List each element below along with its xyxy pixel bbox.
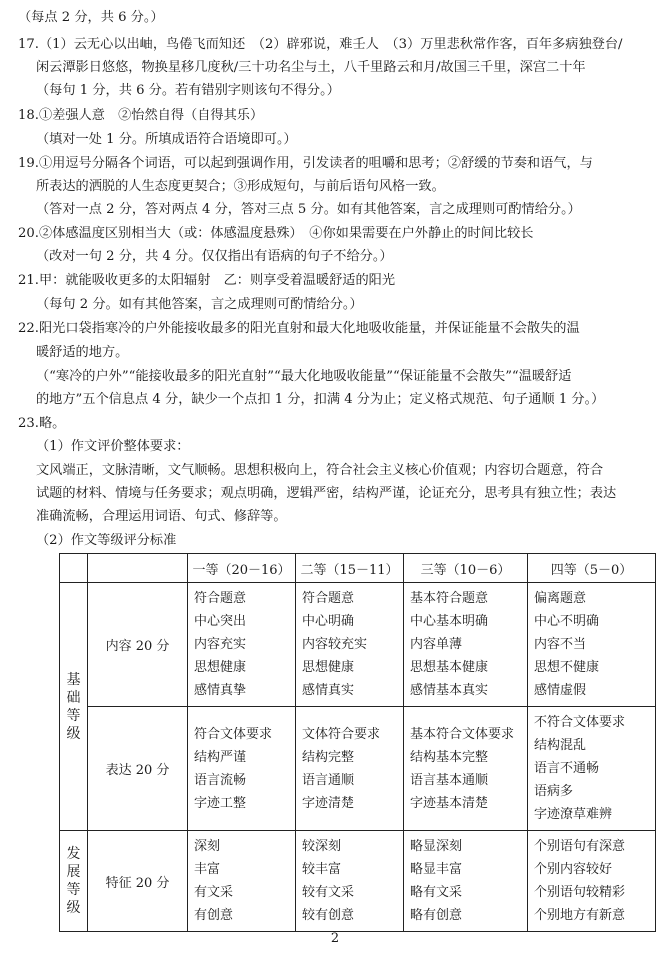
header-grade-4: 四等（5－0）: [528, 554, 656, 583]
header-grade-3: 三等（10－6）: [404, 554, 528, 583]
grading-table: [59, 553, 656, 932]
answer-20: 20.②体感温度区别相当大（或：体感温度悬殊） ④你如果需要在户外静止的时间比较长: [18, 226, 534, 241]
table-cell: 文体符合要求 结构完整 语言通顺 字迹清楚: [296, 707, 404, 831]
text-line: 文风端正，文脉清晰，文气顺畅。思想积极向上，符合社会主义核心价值观；内容切合题意，符合: [36, 463, 604, 478]
table-cell: 基本符合文体要求 结构基本完整 语言基本通顺 字迹基本清楚: [404, 707, 528, 831]
group-development-label: 发 展 等 级: [60, 831, 88, 932]
table-cell: 略显深刻 略显丰富 略有文采 略有创意: [404, 831, 528, 932]
text-line: 闲云潭影日悠悠，物换星移几度秋/三十功名尘与土，八千里路云和月/故国三千里，深宫二十年: [36, 60, 586, 75]
table-cell: 符合文体要求 结构严谨 语言流畅 字迹工整: [188, 707, 296, 831]
text-line: 的地方”五个信息点 4 分，缺少一个点扣 1 分，扣满 4 分为止；定义格式规范、句子通顺 1 分。）: [36, 392, 605, 407]
table-cell: 偏离题意 中心不明确 内容不当 思想不健康 感情虚假: [528, 583, 656, 707]
scoring-note: （每句 2 分。如有其他答案，言之成理则可酌情给分。）: [36, 297, 363, 312]
table-row: [60, 707, 656, 831]
table-cell: 基本符合题意 中心基本明确 内容单薄 思想基本健康 感情基本真实: [404, 583, 528, 707]
text-line: 暖舒适的地方。: [36, 345, 129, 360]
row-label-expression: 表达 20 分: [88, 707, 188, 831]
table-header-row: [60, 554, 656, 583]
table-cell: 深刻 丰富 有文采 有创意: [188, 831, 296, 932]
text-line: （每点 2 分，共 6 分。）: [18, 10, 164, 25]
text-line: 准确流畅，合理运用词语、句式、修辞等。: [36, 509, 287, 524]
table-cell: 不符合文体要求 结构混乱 语言不通畅 语病多 字迹潦草难辨: [528, 707, 656, 831]
group-basic-label: 基 础 等 级: [60, 583, 88, 831]
scoring-note: （改对一句 2 分，共 4 分。仅仅指出有语病的句子不给分。）: [36, 249, 393, 264]
answer-23: 23.略。: [18, 416, 66, 431]
header-grade-2: 二等（15－11）: [296, 554, 404, 583]
table-cell: 个别语句有深意 个别内容较好 个别语句较精彩 个别地方有新意: [528, 831, 656, 932]
text-line: 所表达的洒脱的人生态度更契合；③形成短句，与前后语句风格一致。: [36, 179, 445, 194]
header-grade-1: 一等（20－16）: [188, 554, 296, 583]
scoring-note: （填对一处 1 分。所填成语符合语境即可。）: [36, 132, 297, 147]
table-cell: 符合题意 中心突出 内容充实 思想健康 感情真挚: [188, 583, 296, 707]
text-line: 试题的材料、情境与任务要求；观点明确，逻辑严密，结构严谨，论证充分，思考具有独立性；表达: [36, 486, 617, 501]
table-row: [60, 831, 656, 932]
table-cell: 符合题意 中心明确 内容较充实 思想健康 感情真实: [296, 583, 404, 707]
scoring-note: （“寒冷的户外”“能接收最多的阳光直射”“最大化地吸收能量”“保证能量不会散失”“温暖舒适: [36, 369, 572, 384]
section-heading: （2）作文等级评分标准: [36, 533, 177, 548]
answer-22: 22.阳光口袋指寒冷的户外能接收最多的阳光直射和最大化地吸收能量，并保证能量不会散失的温: [18, 321, 580, 336]
row-label-content: 内容 20 分: [88, 583, 188, 707]
scoring-note: （答对一点 2 分，答对两点 4 分，答对三点 5 分。如有其他答案，言之成理则可酌情给分。）: [36, 202, 581, 217]
table-row: [60, 583, 656, 707]
scoring-note: （每句 1 分，共 6 分。若有错别字则该句不得分。）: [36, 83, 340, 98]
answer-18: 18.①差强人意 ②怡然自得（自得其乐）: [18, 108, 264, 123]
answer-17: 17.（1）云无心以出岫，鸟倦飞而知还 （2）辟邪说，难壬人 （3）万里悲秋常作客，百年多病独登台/: [18, 37, 623, 52]
answer-19: 19.①用逗号分隔各个词语，可以起到强调作用，引发读者的咀嚼和思考；②舒缓的节奏和语气，与: [18, 156, 593, 171]
page-number: 2: [330, 931, 340, 946]
answer-21: 21.甲：就能吸收更多的太阳辐射 乙：则享受着温暖舒适的阳光: [18, 273, 396, 288]
table-cell: 较深刻 较丰富 较有文采 较有创意: [296, 831, 404, 932]
section-heading: （1）作文评价整体要求：: [36, 439, 190, 454]
row-label-feature: 特征 20 分: [88, 831, 188, 932]
